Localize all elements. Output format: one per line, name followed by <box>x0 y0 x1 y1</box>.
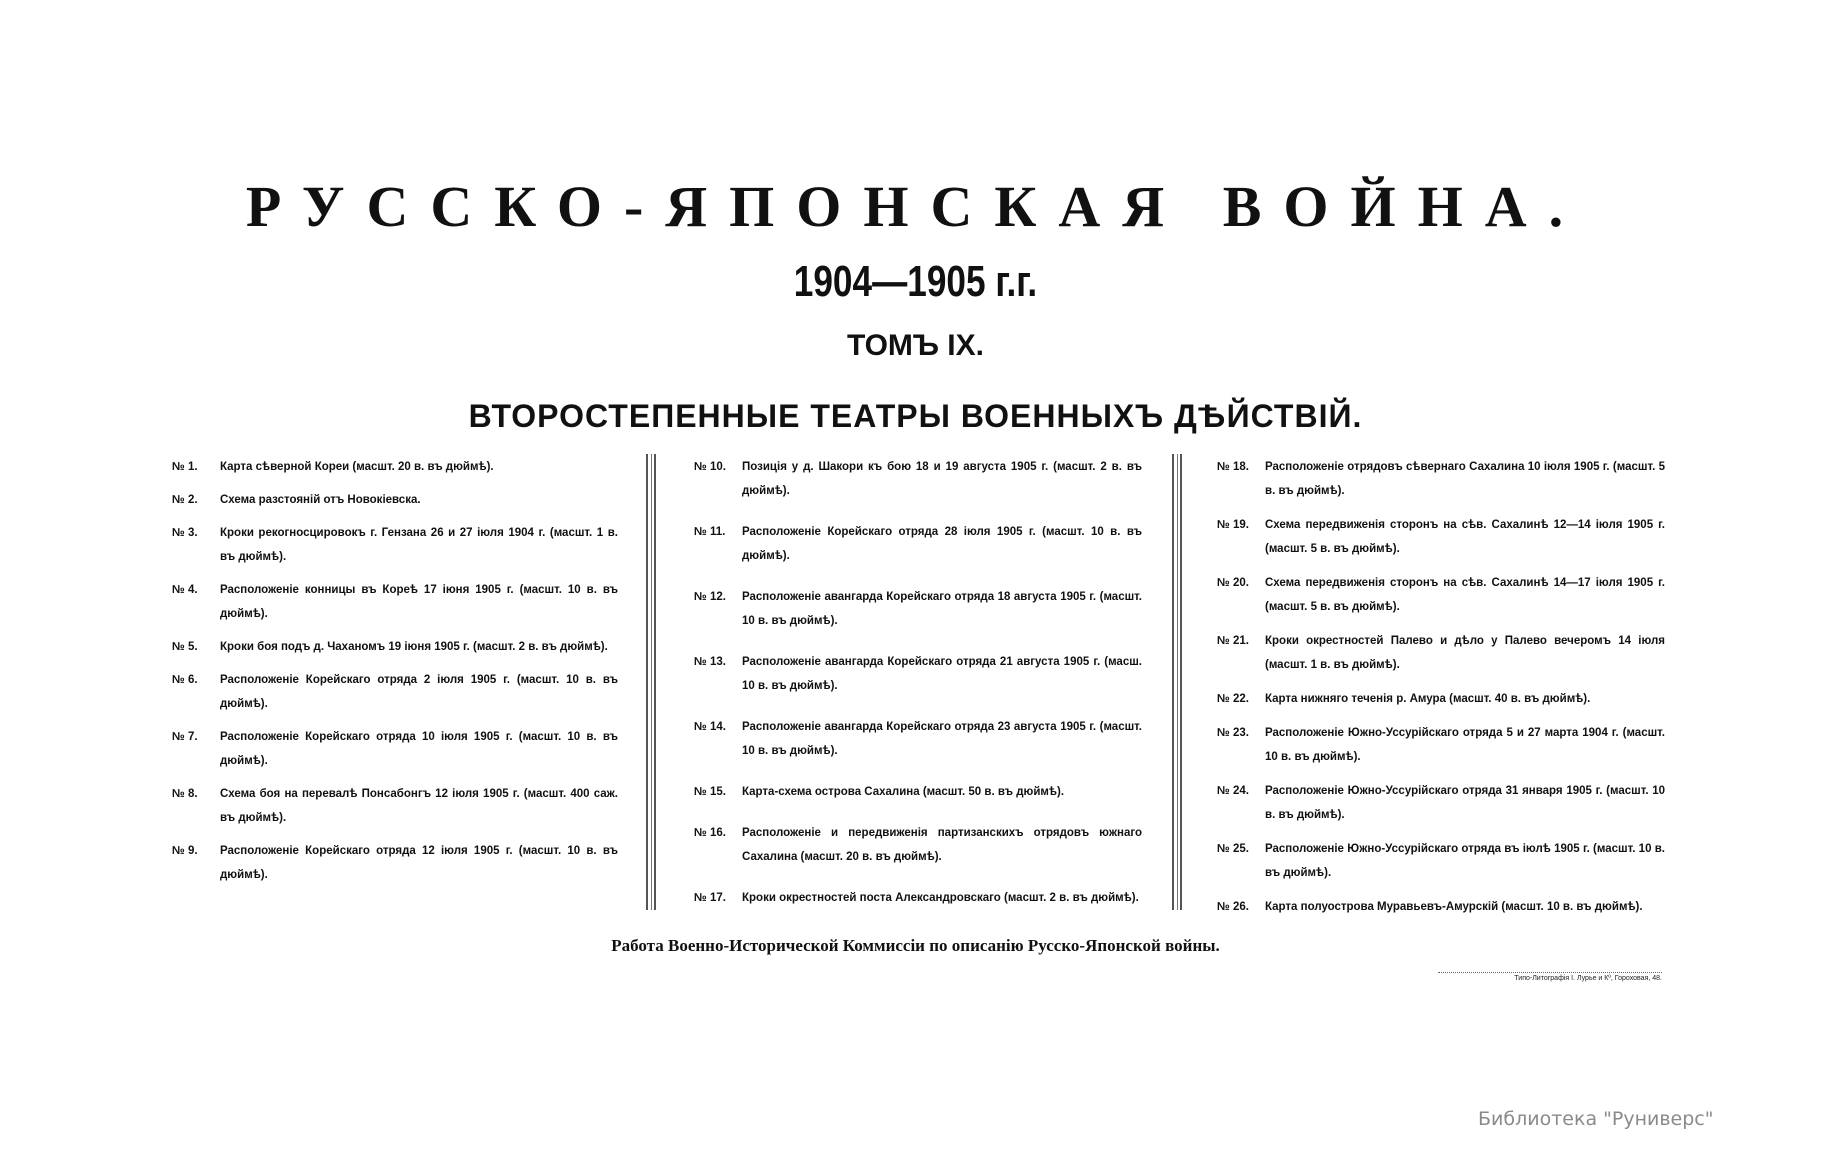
list-item <box>172 521 618 569</box>
list-item <box>1217 513 1665 561</box>
list-item <box>172 455 618 479</box>
item-text: Схема разстояній отъ Новокіевска. <box>220 494 421 506</box>
item-number: № 3. <box>172 527 198 539</box>
list-item <box>172 782 618 830</box>
list-item <box>1217 837 1665 885</box>
item-number: № 6. <box>172 674 198 686</box>
item-number: № 20. <box>1217 577 1250 589</box>
list-item <box>172 578 618 626</box>
item-text: Карта нижняго теченія р. Амура (масшт. 40 в. въ дюймѣ). <box>1265 693 1591 705</box>
item-text: Карта сѣверной Кореи (масшт. 20 в. въ дюймѣ). <box>220 461 494 473</box>
item-number: № 17. <box>694 892 727 904</box>
item-text: Расположеніе отрядовъ сѣвернаго Сахалина 10 іюля 1905 г. (масшт. 5 в. въ дюймѣ). <box>1265 461 1665 497</box>
item-text: Карта-схема острова Сахалина (масшт. 50 в. въ дюймѣ). <box>742 786 1065 798</box>
item-text: Расположеніе авангарда Корейскаго отряда 23 августа 1905 г. (масшт. 10 в. въ дюймѣ). <box>742 721 1142 757</box>
item-number: № 25. <box>1217 843 1250 855</box>
item-text: Схема передвиженія сторонъ на сѣв. Сахалинѣ 12—14 іюля 1905 г. (масшт. 5 в. въ дюймѣ). <box>1265 519 1665 555</box>
item-text: Расположеніе и передвиженія партизанскихъ отрядовъ южнаго Сахалина (масшт. 20 в. въ дюймѣ). <box>742 827 1142 863</box>
list-item <box>694 715 1142 763</box>
item-text: Расположеніе Южно-Уссурійскаго отряда 5 и 27 марта 1904 г. (масшт. 10 в. въ дюймѣ). <box>1265 727 1665 763</box>
item-number: № 19. <box>1217 519 1250 531</box>
item-text: Расположеніе Южно-Уссурійскаго отряда въ іюлѣ 1905 г. (масшт. 10 в. въ дюймѣ). <box>1265 843 1665 879</box>
years-heading: 1904—1905 г.г. <box>793 257 1038 306</box>
map-list-column-3 <box>1217 455 1665 929</box>
item-number: № 2. <box>172 494 198 506</box>
document-title: РУССКО-ЯПОНСКАЯ ВОЙНА. <box>245 174 1586 239</box>
item-text: Схема передвиженія сторонъ на сѣв. Сахалинѣ 14—17 іюля 1905 г. (масшт. 5 в. въ дюймѣ). <box>1265 577 1665 613</box>
item-text: Карта полуострова Муравьевъ-Амурскій (масшт. 10 в. въ дюймѣ). <box>1265 901 1643 913</box>
item-number: № 12. <box>694 591 727 603</box>
item-number: № 7. <box>172 731 198 743</box>
item-number: № 14. <box>694 721 727 733</box>
list-item <box>1217 895 1665 919</box>
item-number: № 11. <box>694 526 726 538</box>
list-item <box>694 780 1142 804</box>
item-text: Расположеніе Корейскаго отряда 10 іюля 1905 г. (масшт. 10 в. въ дюймѣ). <box>220 731 618 767</box>
volume-heading: ТОМЪ IX. <box>846 329 984 362</box>
map-list-column-2 <box>694 455 1142 927</box>
item-number: № 8. <box>172 788 198 800</box>
item-text: Расположеніе Корейскаго отряда 12 іюля 1905 г. (масшт. 10 в. въ дюймѣ). <box>220 845 618 881</box>
list-item <box>694 821 1142 869</box>
subtitle-heading: ВТОРОСТЕПЕННЫЕ ТЕАТРЫ ВОЕННЫХЪ ДѢЙСТВІЙ. <box>468 398 1363 434</box>
item-number: № 9. <box>172 845 198 857</box>
item-number: № 1. <box>172 461 198 473</box>
list-item <box>1217 571 1665 619</box>
column-divider <box>1172 454 1182 910</box>
item-number: № 4. <box>172 584 198 596</box>
list-item <box>172 635 618 659</box>
list-item <box>172 668 618 716</box>
item-number: № 21. <box>1217 635 1250 647</box>
item-number: № 22. <box>1217 693 1250 705</box>
item-text: Расположеніе авангарда Корейскаго отряда 18 августа 1905 г. (масшт. 10 в. въ дюймѣ). <box>742 591 1142 627</box>
item-text: Расположеніе Корейскаго отряда 2 іюля 1905 г. (масшт. 10 в. въ дюймѣ). <box>220 674 618 710</box>
item-text: Позиція у д. Шакори къ бою 18 и 19 августа 1905 г. (масшт. 2 в. въ дюймѣ). <box>742 461 1142 497</box>
item-text: Кроки окрестностей Палево и дѣло у Палево вечеромъ 14 іюля (масшт. 1 в. въ дюймѣ). <box>1265 635 1665 671</box>
list-item <box>694 455 1142 503</box>
list-item <box>1217 779 1665 827</box>
list-item <box>172 725 618 773</box>
item-number: № 16. <box>694 827 727 839</box>
item-number: № 5. <box>172 641 198 653</box>
list-item <box>172 839 618 887</box>
item-number: № 18. <box>1217 461 1250 473</box>
item-number: № 10. <box>694 461 727 473</box>
list-item <box>1217 687 1665 711</box>
item-number: № 24. <box>1217 785 1250 797</box>
item-number: № 15. <box>694 786 727 798</box>
item-number: № 26. <box>1217 901 1250 913</box>
commission-credit: Работа Военно-Исторической Коммиссіи по описанію Русско-Японской войны. <box>611 936 1220 955</box>
item-number: № 23. <box>1217 727 1250 739</box>
item-text: Расположеніе авангарда Корейскаго отряда 21 августа 1905 г. (масш. 10 в. въ дюймѣ). <box>742 656 1142 692</box>
list-item <box>694 650 1142 698</box>
item-text: Кроки окрестностей поста Александровскаго (масшт. 2 в. въ дюймѣ). <box>742 892 1139 904</box>
item-text: Схема боя на перевалѣ Понсабонгъ 12 іюля 1905 г. (масшт. 400 саж. въ дюймѣ). <box>220 788 618 824</box>
item-text: Расположеніе Южно-Уссурійскаго отряда 31 января 1905 г. (масшт. 10 в. въ дюймѣ). <box>1265 785 1665 821</box>
list-item <box>1217 721 1665 769</box>
item-text: Расположеніе Корейскаго отряда 28 іюля 1905 г. (масшт. 10 в. въ дюймѣ). <box>742 526 1142 562</box>
map-list-column-1 <box>172 455 618 896</box>
item-text: Кроки боя подъ д. Чаханомъ 19 іюня 1905 г. (масшт. 2 в. въ дюймѣ). <box>220 641 608 653</box>
list-item <box>172 488 618 512</box>
item-number: № 13. <box>694 656 727 668</box>
list-item <box>694 886 1142 910</box>
list-item <box>1217 455 1665 503</box>
list-item <box>1217 629 1665 677</box>
printer-imprint: Типо-Литографія І. Лурье и Кº, Гороховая, 48. <box>1438 972 1662 985</box>
list-item <box>694 520 1142 568</box>
item-text: Расположеніе конницы въ Кореѣ 17 іюня 1905 г. (масшт. 10 в. въ дюймѣ). <box>220 584 618 620</box>
column-divider <box>646 454 656 910</box>
library-watermark: Библиотека "Руниверс" <box>1478 1108 1714 1130</box>
item-text: Кроки рекогносцировокъ г. Гензана 26 и 27 іюля 1904 г. (масшт. 1 в. въ дюймѣ). <box>220 527 618 563</box>
list-item <box>694 585 1142 633</box>
